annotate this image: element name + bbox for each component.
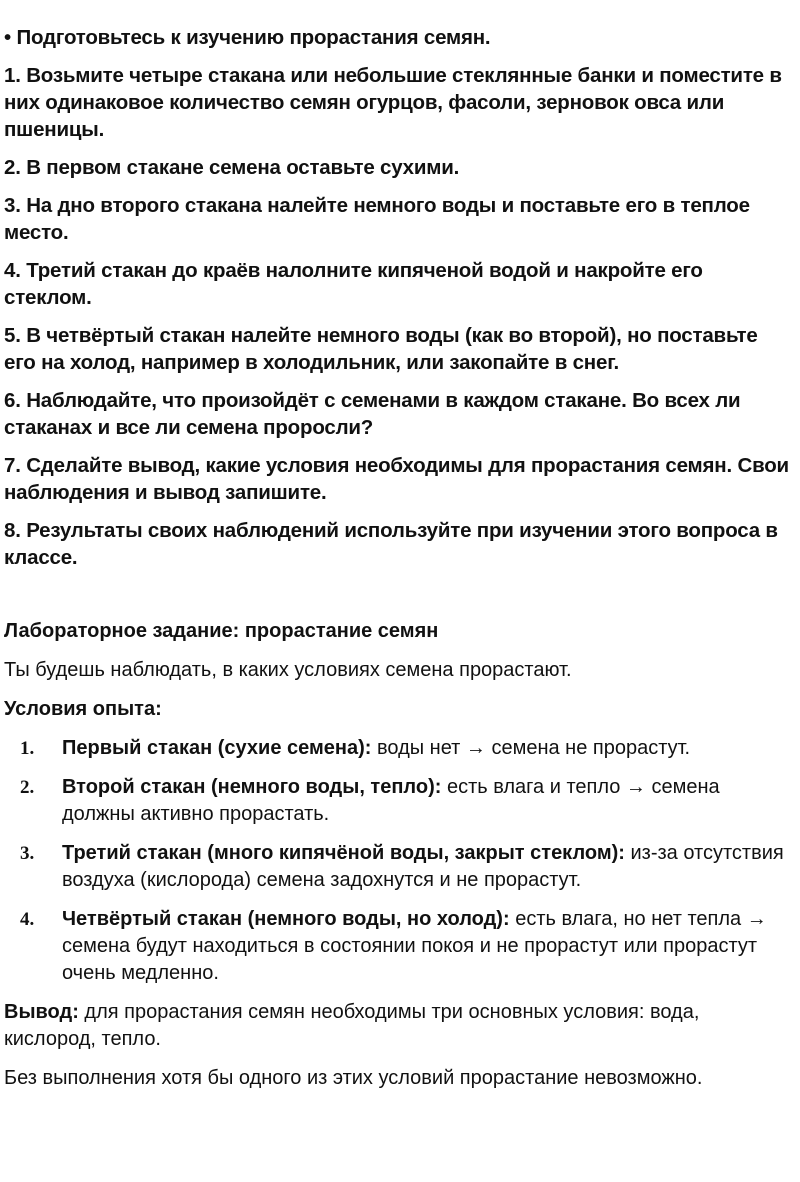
- step-2: 2. В первом стакане семена оставьте сухими.: [4, 156, 460, 179]
- condition-text: есть влага, но нет тепла → семена будут находиться в состоянии покоя и не прорастут или прорастут очень медленно.: [62, 908, 767, 984]
- final-statement: Без выполнения хотя бы одного из этих условий прорастание невозможно.: [4, 1067, 703, 1089]
- step-7: 7. Сделайте вывод, какие условия необходимы для прорастания семян. Свои наблюдения и вывод запишите.: [4, 454, 789, 504]
- answer-intro: Ты будешь наблюдать, в каких условиях семена прорастают.: [4, 659, 572, 681]
- step-1: 1. Возьмите четыре стакана или небольшие стеклянные банки и поместите в них одинаковое количество семян огурцов, фасоли, зерновок овса или пшеницы.: [4, 64, 782, 141]
- step-3: 3. На дно второго стакана налейте немного воды и поставьте его в теплое место.: [4, 194, 750, 244]
- section-gap: [4, 582, 792, 618]
- item-number: 3.: [20, 843, 35, 864]
- item-number: 1.: [20, 738, 35, 759]
- condition-item: [4, 774, 792, 828]
- answer-title: Лабораторное задание: прорастание семян: [4, 620, 439, 642]
- condition-text: воды нет → семена не прорастут.: [371, 737, 691, 759]
- step-8: 8. Результаты своих наблюдений используйте при изучении этого вопроса в классе.: [4, 519, 778, 569]
- conditions-title: Условия опыта:: [4, 698, 162, 720]
- step-5: 5. В четвёртый стакан налейте немного воды (как во второй), но поставьте его на холод, например в холодильник, или закопайте в снег.: [4, 324, 758, 374]
- condition-item: [4, 906, 792, 987]
- condition-item: [4, 735, 792, 762]
- condition-item: [4, 840, 792, 894]
- conclusion-text: для прорастания семян необходимы три основных условия: вода, кислород, тепло.: [4, 1001, 700, 1050]
- step-4: 4. Третий стакан до краёв налолните кипяченой водой и накройте его стеклом.: [4, 259, 703, 309]
- condition-label: Четвёртый стакан (немного воды, но холод):: [62, 908, 510, 930]
- conditions-list: [4, 735, 792, 987]
- instructions-intro: • Подготовьтесь к изучению прорастания семян.: [4, 26, 491, 49]
- condition-label: Второй стакан (немного воды, тепло):: [62, 776, 442, 798]
- condition-text: из-за отсутствия воздуха (кислорода) семена задохнутся и не прорастут.: [62, 842, 784, 891]
- conclusion: [4, 999, 792, 1053]
- item-number: 4.: [20, 909, 35, 930]
- conclusion-label: Вывод:: [4, 1001, 79, 1023]
- condition-label: Третий стакан (много кипячёной воды, закрыт стеклом):: [62, 842, 625, 864]
- condition-label: Первый стакан (сухие семена):: [62, 737, 372, 759]
- step-6: 6. Наблюдайте, что произойдёт с семенами в каждом стакане. Во всех ли стаканах и все ли семена проросли?: [4, 389, 741, 439]
- item-number: 2.: [20, 777, 35, 798]
- condition-text: есть влага и тепло → семена должны активно прорастать.: [62, 776, 720, 825]
